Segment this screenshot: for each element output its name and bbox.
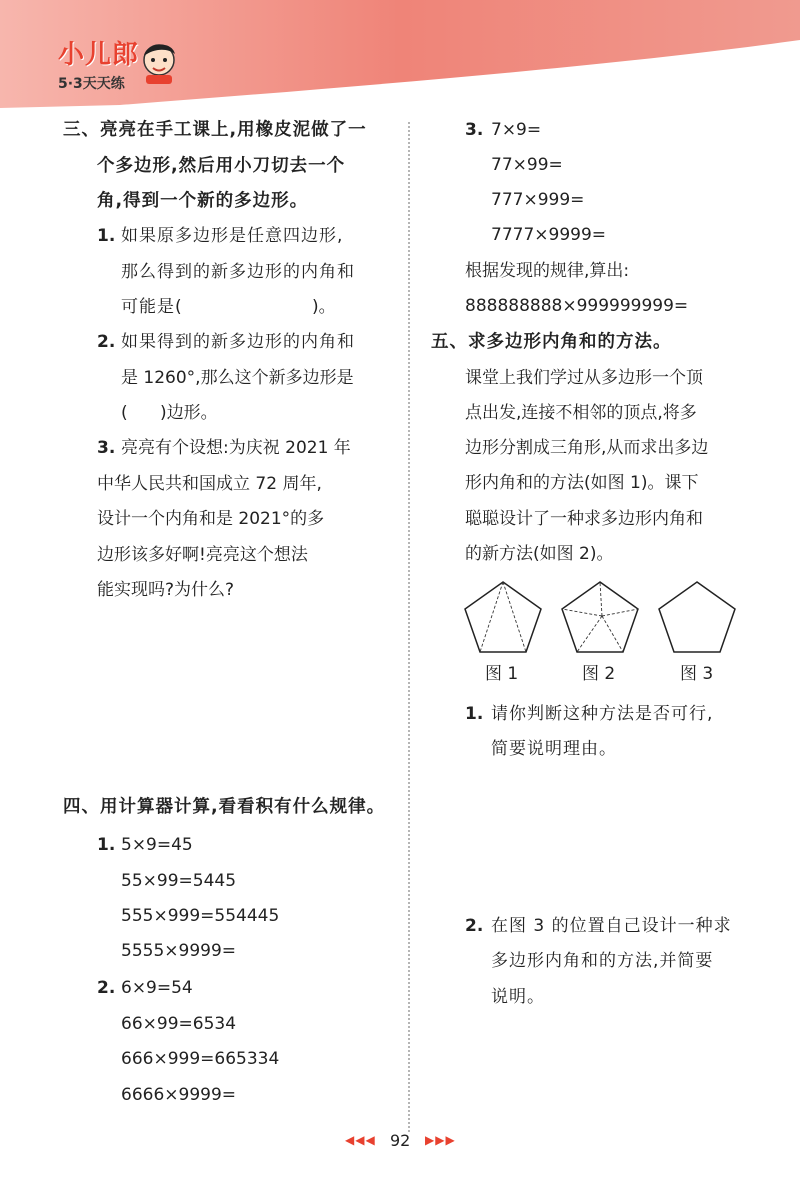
s5-q2-line1: 在图 3 的位置自己设计一种求 [491,916,732,936]
s3-q3-line2: 中华人民共和国成立 72 周年, [97,474,322,494]
s3-q2-number: 2. [97,332,116,352]
s5-q2-number: 2. [465,916,484,936]
section5-title: 五、求多边形内角和的方法。 [431,332,672,352]
s5-para-line6: 的新方法(如图 2)。 [465,544,614,564]
s4-g2-number: 2. [97,978,116,998]
s4-g1-line2: 55×99=5445 [121,871,237,891]
s4-g1-line4: 5555×9999= [121,941,237,961]
logo-sub-text: 5·3天天练 [58,76,125,92]
s3-q3-line5: 能实现吗?为什么? [97,580,235,600]
figure-3-label: 图 3 [680,664,714,684]
s4-g3-hint: 根据发现的规律,算出: [465,261,630,281]
s3-q3-line4: 边形该多好啊!亮亮这个想法 [97,545,308,565]
mascot-boy-icon [138,38,180,84]
figure-1-pentagon [463,580,543,654]
s3-q3-line3: 设计一个内角和是 2021°的多 [97,509,325,529]
column-divider [408,122,410,1132]
brand-logo [58,34,139,93]
s4-g1-number: 1. [97,835,116,855]
s3-q1-line1: 如果原多边形是任意四边形, [121,226,344,246]
s5-q2-line3: 说明。 [491,987,545,1007]
logo-main-text: 小儿郎 [58,40,140,70]
s3-q1-line3: 可能是( [121,297,183,317]
s4-g2-line4: 6666×9999= [121,1085,237,1105]
section3-title-line3: 角,得到一个新的多边形。 [97,191,309,211]
s3-q3-number: 3. [97,438,116,458]
footer-left-arrows-icon: ◀◀◀ [345,1133,376,1147]
s4-g1-line1: 5×9=45 [121,835,193,855]
s5-para-line4: 形内角和的方法(如图 1)。课下 [465,473,699,493]
s4-g3-number: 3. [465,120,484,140]
footer-right-arrows-icon: ▶▶▶ [425,1133,456,1147]
s5-q1-line1: 请你判断这种方法是否可行, [491,704,714,724]
page-number: 92 [390,1131,411,1150]
s5-para-line3: 边形分割成三角形,从而求出多边 [465,438,709,458]
s5-q1-number: 1. [465,704,484,724]
s3-q1-line2: 那么得到的新多边形的内角和 [121,262,355,282]
s4-g3-line3: 777×999= [491,190,585,210]
s3-q2-line1: 如果得到的新多边形的内角和 [121,332,355,352]
s4-g2-line1: 6×9=54 [121,978,193,998]
figure-3-pentagon [657,580,737,654]
s5-q2-line2: 多边形内角和的方法,并简要 [491,951,714,971]
s5-para-line5: 聪聪设计了一种求多边形内角和 [465,509,703,529]
s4-g1-line3: 555×999=554445 [121,906,280,926]
s4-g3-line1: 7×9= [491,120,542,140]
page-footer [0,1131,800,1155]
s5-para-line1: 课堂上我们学过从多边形一个顶 [465,368,703,388]
s3-q2-line2: 是 1260°,那么这个新多边形是 [121,368,354,388]
figure-2-label: 图 2 [582,664,616,684]
s4-g3-line4: 7777×9999= [491,225,607,245]
s4-g3-line2: 77×99= [491,155,563,175]
s4-g3-big-expression: 888888888×999999999= [465,296,689,316]
s4-g2-line2: 66×99=6534 [121,1014,237,1034]
s3-q1-number: 1. [97,226,116,246]
figure-2-pentagon [560,580,640,654]
section3-title-line2: 个多边形,然后用小刀切去一个 [97,156,346,176]
header-band [0,0,800,110]
s3-q3-line1: 亮亮有个设想:为庆祝 2021 年 [121,438,351,458]
figure-1-label: 图 1 [485,664,519,684]
section4-title: 四、用计算器计算,看看积有什么规律。 [63,797,386,817]
s3-q1-line3-end: )。 [312,297,336,317]
s4-g2-line3: 666×999=665334 [121,1049,280,1069]
s5-q1-line2: 简要说明理由。 [491,739,617,759]
section3-title-line1: 三、亮亮在手工课上,用橡皮泥做了一 [63,120,367,140]
s5-para-line2: 点出发,连接不相邻的顶点,将多 [465,403,697,423]
s3-q2-line3: ( )边形。 [121,403,218,423]
